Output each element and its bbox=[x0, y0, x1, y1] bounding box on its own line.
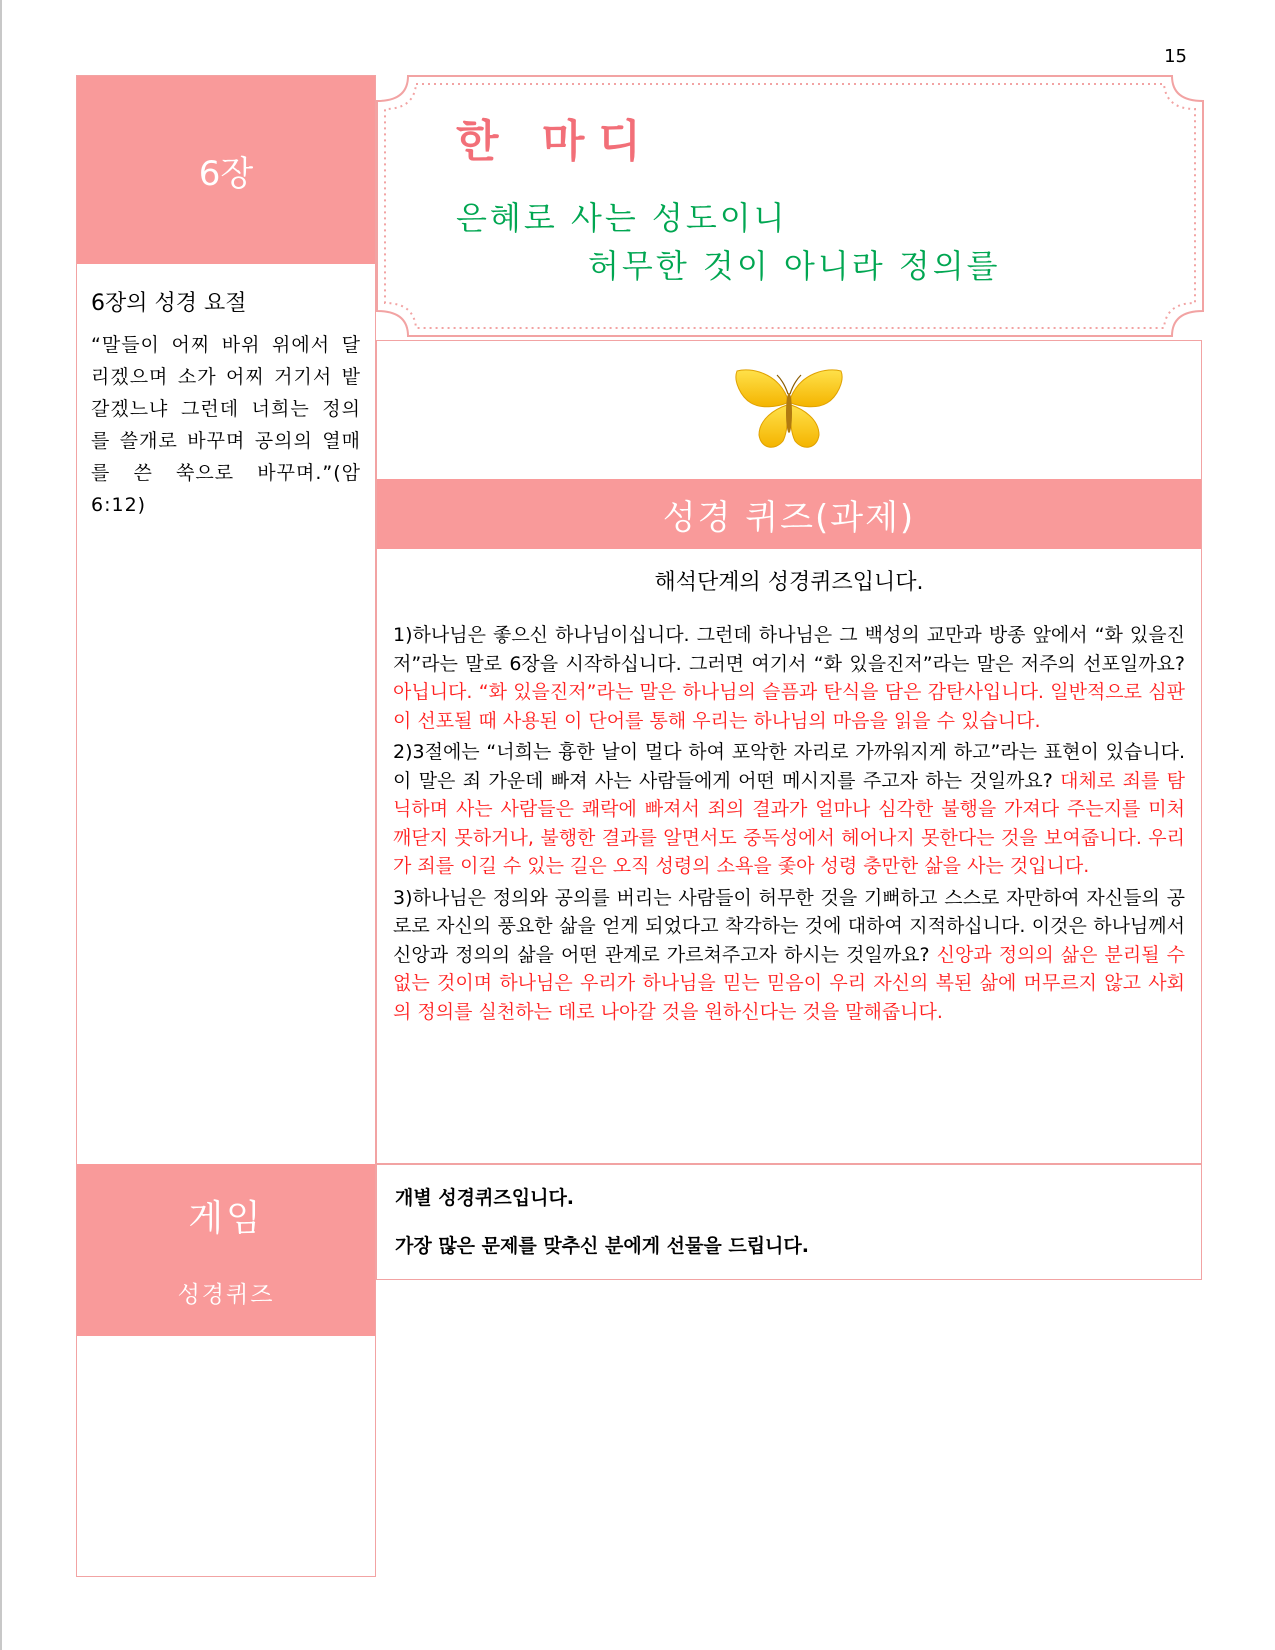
quiz-item-3 bbox=[393, 884, 1185, 1027]
quiz-question-3: 3)하나님은 정의와 공의를 버리는 사람들이 허무한 것을 기뻐하고 스스로 자만하여 자신들의 공로로 자신의 풍요한 삶을 얻게 되었다고 착각하는 것에 대하여 지적하십니다. 이것은 하나님께서 신앙과 정의의 삶을 어떤 관계로 가르쳐주고자 하시는 것일까요? bbox=[393, 886, 1185, 966]
quiz-band-title: 성경 퀴즈(과제) bbox=[662, 497, 916, 538]
note-line-1: 개별 성경퀴즈입니다. bbox=[395, 1187, 575, 1209]
motto-line-1: 은혜로 사는 성도이니 bbox=[456, 199, 788, 237]
quiz-section bbox=[376, 340, 1202, 1164]
motto-line-2: 허무한 것이 아니라 정의를 bbox=[588, 247, 1001, 285]
game-header bbox=[77, 1164, 375, 1336]
quiz-intro: 해석단계의 성경퀴즈입니다. bbox=[654, 570, 924, 595]
quiz-item-2 bbox=[393, 738, 1185, 881]
summary-verse: “말들이 어찌 바위 위에서 달리겠으며 소가 어찌 거기서 밭 갈겠느냐 그런데 너희는 정의를 쓸개로 바꾸며 공의의 열매를 쓴 쑥으로 바꾸며.”(암 6:12) bbox=[91, 334, 361, 516]
quiz-question-2: 2)3절에는 “너희는 흉한 날이 멀다 하여 포악한 자리로 가까워지게 하고”라는 표현이 있습니다. 이 말은 죄 가운데 빠져 사는 사람들에게 어떤 메시지를 주고자 하는 것일까요? bbox=[393, 741, 1185, 792]
game-title: 게임 bbox=[188, 1198, 264, 1239]
page-number: 15 bbox=[1164, 46, 1187, 67]
quiz-question-1: 1)하나님은 좋으신 하나님이십니다. 그런데 하나님은 그 백성의 교만과 방종 앞에서 “화 있을진저”라는 말로 6장을 시작하십니다. 그러면 여기서 “화 있을진저”라는 말은 저주의 선포일까요? bbox=[393, 624, 1185, 675]
quiz-band bbox=[377, 479, 1201, 549]
summary-title: 6장의 성경 요절 bbox=[91, 291, 247, 316]
one-word-frame bbox=[376, 75, 1204, 337]
quiz-item-1 bbox=[393, 621, 1185, 735]
page-edge bbox=[0, 0, 2, 1650]
quiz-body bbox=[393, 621, 1185, 1029]
quiz-answer-1: 아닙니다. “화 있을진저”라는 말은 하나님의 슬픔과 탄식을 담은 감탄사입니다. 일반적으로 심판이 선포될 때 사용된 이 단어를 통해 우리는 하나님의 마음을 읽을 수 있습니다. bbox=[393, 681, 1185, 732]
sidebar bbox=[76, 75, 376, 1577]
verse-summary bbox=[91, 286, 361, 521]
one-word-title: 한 마디 bbox=[456, 116, 655, 167]
game-subtitle: 성경퀴즈 bbox=[177, 1282, 275, 1308]
game-notes bbox=[376, 1164, 1202, 1280]
chapter-title: 6장 bbox=[198, 153, 254, 194]
quiz-answer-2: 대체로 죄를 탐닉하며 사는 사람들은 쾌락에 빠져서 죄의 결과가 얼마나 심각한 불행을 가져다 주는지를 미처 깨닫지 못하거나, 불행한 결과를 알면서도 중독성에서 헤어나지 못한다는 것을 보여줍니다. 우리가 죄를 이길 수 있는 길은 오직 성령의 소욕을 좇아 성령 충만한 삶을 사는 것입니다. bbox=[393, 769, 1185, 877]
butterfly-icon bbox=[731, 367, 847, 457]
chapter-header bbox=[77, 76, 375, 264]
quiz-answer-3: 신앙과 정의의 삶은 분리될 수 없는 것이며 하나님은 우리가 하나님을 믿는 믿음이 우리 자신의 복된 삶에 머무르지 않고 사회의 정의를 실천하는 데로 나아갈 것을 원하신다는 것을 말해줍니다. bbox=[393, 943, 1185, 1023]
note-line-2: 가장 많은 문제를 맞추신 분에게 선물을 드립니다. bbox=[395, 1235, 809, 1257]
